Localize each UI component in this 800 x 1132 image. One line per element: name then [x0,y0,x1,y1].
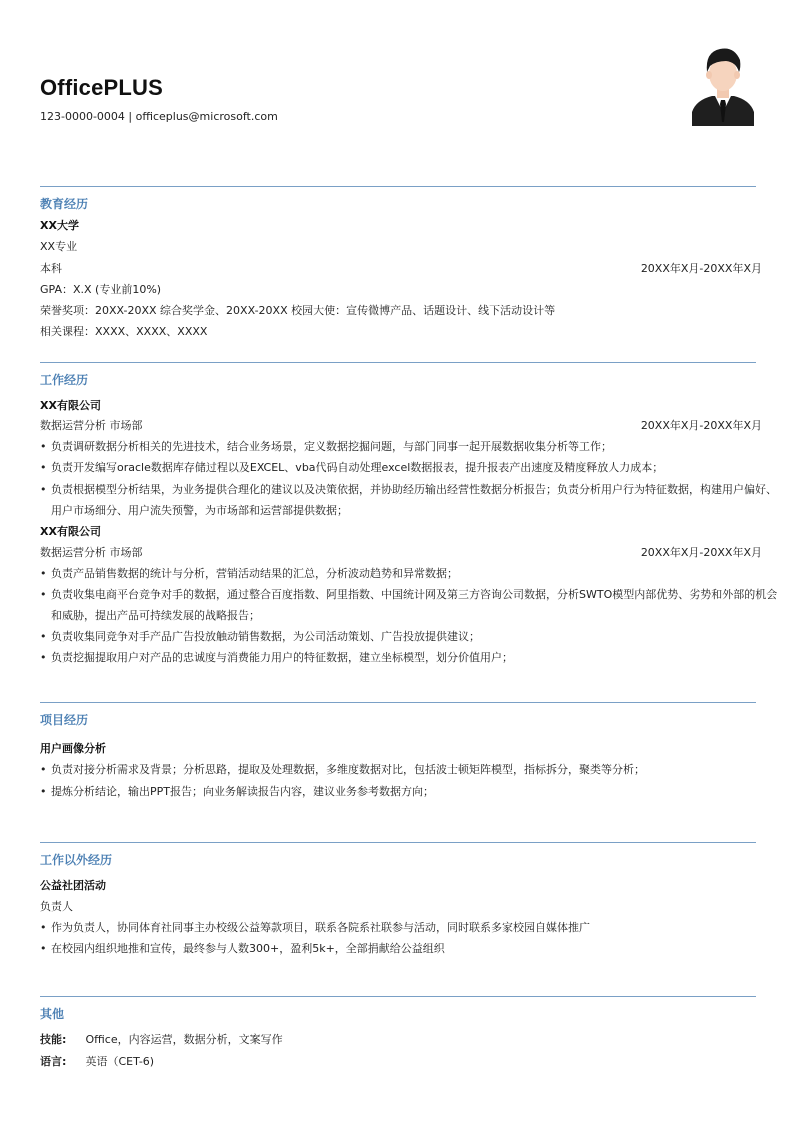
activity-name: 公益社团活动 [40,879,106,892]
job-role-row [40,545,762,561]
list-item: • 负责收集电商平台竞争对手的数据，通过整合百度指数、阿里指数、中国统计网及第三方咨询公司数据，分析SWTO模型内部优势、劣势和外部的机会 [40,587,762,603]
skills-row [40,1032,762,1048]
courses: 相关课程：XXXX、XXXX、XXXX [40,325,208,338]
list-item-continued: 用户市场细分、用户流失预警，为市场部和运营部提供数据； [51,504,348,517]
list-item: • 负责对接分析需求及背景；分析思路，提取及处理数据，多维度数据对比，包括波士顿矩阵模型，指标拆分，聚类等分析； [40,762,762,778]
job-role-row [40,418,762,434]
list-item: • 负责收集同竞争对手产品广告投放触动销售数据，为公司活动策划、广告投放提供建议； [40,629,762,645]
list-item: • 负责开发编写oracle数据库存储过程以及EXCEL、vba代码自动处理excel数据报表，提升报表产出速度及精度释放人力成本； [40,460,762,476]
project-name: 用户画像分析 [40,742,106,755]
section-divider [40,362,756,363]
section-title: 项目经历 [40,713,89,727]
language-row [40,1054,762,1070]
list-item: • 负责挖掘提取用户对产品的忠诚度与消费能力用户的特征数据，建立坐标模型，划分价值用户； [40,650,762,666]
gpa: GPA：X.X (专业前10%) [40,283,162,296]
job-role: 数据运营分析 市场部 [40,546,143,559]
section-title: 工作经历 [40,373,89,387]
language-label: 语言: [40,1055,67,1068]
list-item: • 提炼分析结论，输出PPT报告；向业务解读报告内容，建议业务参考数据方向； [40,784,762,800]
candidate-name: OfficePLUS [40,75,164,100]
avatar [690,42,756,126]
company-name: XX有限公司 [40,399,101,412]
major: XX专业 [40,240,78,253]
degree: 本科 [40,262,62,275]
job-role: 数据运营分析 市场部 [40,419,143,432]
activity-role: 负责人 [40,900,73,913]
section-divider [40,996,756,997]
company-name: XX有限公司 [40,525,101,538]
job-date: 20XX年X月-20XX年X月 [640,419,762,432]
list-item: • 负责调研数据分析相关的先进技术，结合业务场景，定义数据挖掘问题，与部门同事一起开展数据收集分析等工作； [40,439,762,455]
degree-row [40,261,762,277]
list-item: • 作为负责人，协同体育社同事主办校级公益筹款项目，联系各院系社联参与活动，同时联系多家校园自媒体推广 [40,920,762,936]
honors: 荣誉奖项：20XX-20XX 综合奖学金、20XX-20XX 校园大使：宣传微博产品、话题设计、线下活动设计等 [40,304,556,317]
section-divider [40,842,756,843]
education-date: 20XX年X月-20XX年X月 [640,262,762,275]
contact-info: 123-0000-0004 | officeplus@microsoft.com [40,110,278,123]
section-divider [40,702,756,703]
list-item-continued: 和威胁，提出产品可持续发展的战略报告； [51,609,260,622]
section-title: 教育经历 [40,197,89,211]
list-item: • 负责产品销售数据的统计与分析，营销活动结果的汇总，分析波动趋势和异常数据； [40,566,762,582]
section-title: 工作以外经历 [40,853,113,867]
section-divider [40,186,756,187]
job-date: 20XX年X月-20XX年X月 [640,546,762,559]
skills-value: Office，内容运营，数据分析，文案写作 [85,1033,283,1046]
list-item: • 负责根据模型分析结果，为业务提供合理化的建议以及决策依据，并协助经历输出经营性数据分析报告；负责分析用户行为特征数据，构建用户偏好、 [40,482,762,498]
school-name: XX大学 [40,219,79,232]
section-title: 其他 [40,1007,65,1021]
skills-label: 技能: [40,1033,67,1046]
list-item: • 在校园内组织地推和宣传，最终参与人数300+，盈利5k+，全部捐献给公益组织 [40,941,762,957]
language-value: 英语（CET-6) [85,1055,155,1068]
